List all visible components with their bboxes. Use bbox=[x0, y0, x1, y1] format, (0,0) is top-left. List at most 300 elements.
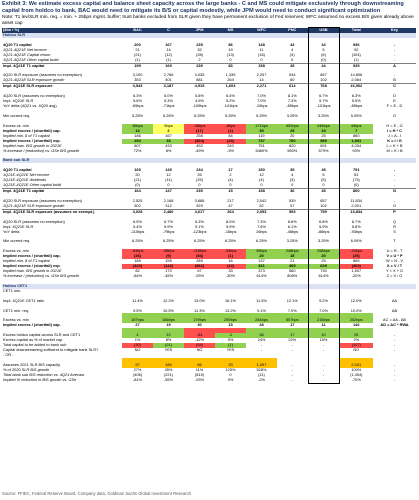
value-cell: -70% bbox=[351, 377, 361, 382]
value-cell: 5.6% bbox=[133, 99, 142, 104]
row-label: 4Q20 T1 capital bbox=[3, 42, 32, 47]
value-cell: 6.25% bbox=[193, 239, 206, 244]
value-cell: (221) bbox=[163, 372, 174, 377]
row-label: Excess vs. min bbox=[3, 123, 29, 128]
value-cell: 12.2% bbox=[162, 298, 175, 303]
value-cell: MS bbox=[215, 28, 246, 33]
value-cell: 6.3% bbox=[195, 219, 204, 224]
row-label: Implied % reduction in B/S growth vs. GSe bbox=[3, 377, 77, 382]
row-label: Excess holdco capital across SLR and CET1 bbox=[3, 333, 81, 338]
capital-table bbox=[2, 27, 416, 384]
value-cell: 9.1% bbox=[257, 308, 266, 313]
key-cell: V = U * P bbox=[386, 254, 403, 259]
value-cell: (16) bbox=[258, 52, 265, 57]
value-cell: (54) bbox=[184, 343, 215, 348]
key-cell: L = K + B bbox=[386, 143, 403, 148]
row-label: 4Q20 SLR exposure (assumes no exemption) bbox=[3, 73, 82, 78]
value-cell: - bbox=[291, 348, 293, 353]
key-cell: - bbox=[393, 52, 396, 57]
value-cell: 186 bbox=[134, 133, 141, 138]
key-cell: - bbox=[393, 362, 396, 367]
value-cell: -141bps bbox=[223, 104, 238, 109]
value-cell: 12 bbox=[166, 173, 171, 178]
value-cell: 66 bbox=[184, 363, 215, 368]
value-cell: 17 bbox=[228, 168, 233, 173]
value-cell: 10.5% bbox=[162, 308, 175, 313]
value-cell: 21 bbox=[135, 47, 140, 52]
value-cell: 614% bbox=[256, 273, 267, 278]
value-cell: 1,097 bbox=[246, 363, 277, 368]
value-cell: 19 bbox=[166, 323, 171, 328]
value-cell: 166bps bbox=[153, 318, 184, 323]
row-label: 1Q21E-4Q21E dividends bbox=[3, 178, 47, 183]
value-cell: 12.1% bbox=[286, 298, 298, 303]
value-cell: 202bps bbox=[339, 318, 373, 323]
value-cell: 33 bbox=[153, 139, 184, 144]
value-cell: - bbox=[308, 378, 339, 383]
value-cell: 16 bbox=[228, 259, 233, 264]
value-cell: 14 bbox=[259, 78, 264, 83]
value-cell: 170 bbox=[165, 269, 172, 274]
value-cell: 11,834 bbox=[350, 198, 363, 203]
row-label: Bank sub SLR bbox=[2, 158, 122, 163]
value-cell: -86bps bbox=[308, 230, 339, 235]
value-cell: 119 bbox=[258, 133, 265, 138]
value-cell: 0 bbox=[291, 57, 294, 62]
value-cell: 146 bbox=[353, 323, 360, 328]
row-label: 1Q21-4Q21E Capital return bbox=[3, 52, 51, 57]
value-cell: (1) bbox=[135, 57, 140, 62]
value-cell: 3,028 bbox=[122, 209, 153, 214]
value-cell: 791 bbox=[353, 168, 360, 173]
row-label: 1Q21E-4Q21E Net income bbox=[3, 173, 50, 178]
key-cell: R bbox=[393, 224, 396, 229]
value-cell: 25 bbox=[308, 134, 339, 139]
value-cell: 35 bbox=[290, 168, 295, 173]
key-cell: - bbox=[393, 198, 396, 203]
value-cell: 5.1% bbox=[195, 224, 204, 229]
value-cell: YES bbox=[226, 348, 235, 353]
value-cell: 180 bbox=[153, 363, 184, 368]
value-cell: 5.7% bbox=[308, 99, 339, 104]
value-cell: 433 bbox=[165, 143, 172, 148]
value-cell: 264 bbox=[215, 209, 246, 214]
value-cell: 7.3% bbox=[257, 219, 266, 224]
value-cell: 137 bbox=[258, 259, 265, 264]
value-cell: 4,034 bbox=[351, 143, 362, 148]
value-cell: -81% bbox=[132, 377, 143, 382]
value-cell: (420) bbox=[122, 264, 153, 269]
key-cell: F = E - D bbox=[386, 104, 403, 109]
row-label: Total bank sub B/S reduction vs. 4Q21 forecast bbox=[3, 372, 85, 377]
value-cell: 189 bbox=[134, 259, 141, 264]
source-note: Source: FFIEC, Federal Reserve Board, Company data, Goldman Sachs Global Investment Research bbox=[2, 491, 191, 496]
value-cell: (17) bbox=[184, 129, 215, 134]
value-cell: 3.25% bbox=[308, 239, 339, 244]
value-cell: 10.0% bbox=[350, 308, 362, 313]
row-label: % increase / (reduction) vs. GSe B/S growth bbox=[3, 148, 80, 153]
value-cell: 507bps bbox=[277, 318, 308, 323]
value-cell: 8% bbox=[165, 338, 172, 343]
value-cell: 6.25% bbox=[162, 239, 175, 244]
value-cell: 7.6% bbox=[257, 224, 266, 229]
row-label: Holdco SLR bbox=[2, 33, 122, 38]
value-cell: (3) bbox=[289, 178, 295, 183]
key-cell: - bbox=[393, 73, 396, 78]
value-cell: WFC bbox=[246, 28, 277, 33]
row-label: Implied excess / (shortfall) cap. bbox=[3, 323, 61, 328]
value-cell: 4.9% bbox=[195, 99, 204, 104]
table-body bbox=[2, 28, 416, 384]
value-cell: 730 bbox=[308, 269, 339, 274]
value-cell: 13 bbox=[122, 129, 153, 134]
value-cell: 17 bbox=[290, 323, 295, 328]
key-cell: - bbox=[393, 377, 396, 382]
value-cell: 11% bbox=[195, 367, 204, 372]
value-cell: 52 bbox=[259, 203, 264, 208]
value-cell: NO bbox=[196, 348, 203, 353]
value-cell: 691 bbox=[308, 144, 339, 149]
row-label: CET1 min. req. bbox=[3, 308, 30, 313]
value-cell: 0 bbox=[229, 183, 232, 188]
value-cell: 13.0% bbox=[193, 298, 206, 303]
value-cell: 865 bbox=[353, 259, 360, 264]
value-cell: 84 bbox=[228, 133, 233, 138]
value-cell: 217 bbox=[227, 198, 234, 203]
key-cell: O bbox=[392, 203, 397, 208]
value-cell: -8bps bbox=[215, 124, 246, 129]
value-cell: PNC bbox=[277, 28, 308, 33]
value-cell: 9.5% bbox=[133, 308, 142, 313]
row-label: Implied max. B/S growth in 2021E bbox=[3, 269, 62, 274]
value-cell: 2,093 bbox=[246, 209, 277, 214]
row-label: Holdco CET1 bbox=[2, 284, 122, 289]
value-cell: (1) bbox=[166, 57, 171, 62]
row-label: Implied excess / (shortfall) cap. bbox=[3, 128, 61, 133]
row-label: Min current req. bbox=[3, 113, 31, 118]
value-cell: (815) bbox=[194, 372, 205, 377]
value-cell: 150 bbox=[258, 168, 265, 173]
value-cell: 768 bbox=[308, 84, 339, 89]
value-cell: 81 bbox=[354, 173, 359, 178]
value-cell: 167 bbox=[165, 133, 172, 138]
value-cell: 44bps bbox=[339, 124, 373, 129]
value-cell: (11) bbox=[258, 372, 265, 377]
value-cell: 2,257 bbox=[256, 73, 267, 78]
value-cell: 254 bbox=[122, 139, 153, 144]
value-cell: 5 bbox=[308, 48, 339, 53]
table-row bbox=[2, 378, 416, 383]
value-cell: 22% bbox=[288, 338, 297, 343]
value-cell: 5.25% bbox=[131, 113, 144, 118]
value-cell: 353 bbox=[134, 78, 141, 83]
value-cell: 45% bbox=[164, 367, 173, 372]
row-label: 1Q21-4Q21E SLR exposure growth bbox=[3, 203, 65, 208]
value-cell: (406) bbox=[132, 372, 143, 377]
value-cell: -12% bbox=[194, 338, 205, 343]
value-cell: (25) bbox=[339, 254, 373, 259]
value-cell: JPM bbox=[184, 28, 215, 33]
value-cell: 0 bbox=[291, 183, 294, 188]
value-cell: - bbox=[291, 372, 293, 377]
value-cell: 5.9% bbox=[308, 225, 339, 230]
value-cell: 11.3% bbox=[194, 308, 205, 313]
value-cell: 11.4% bbox=[132, 298, 143, 303]
value-cell: 401 bbox=[165, 78, 172, 83]
value-cell: 2,042 bbox=[256, 198, 267, 203]
value-cell: (1) bbox=[353, 57, 359, 62]
value-cell: 737 bbox=[246, 139, 277, 144]
value-cell: 6.3% bbox=[133, 94, 142, 99]
key-cell: W = N - V bbox=[386, 259, 403, 264]
value-cell: (28) bbox=[196, 52, 203, 57]
value-cell: 2 bbox=[198, 57, 201, 62]
value-cell: - bbox=[291, 343, 293, 348]
value-cell: 25 bbox=[308, 259, 339, 264]
value-cell: 760 bbox=[277, 139, 308, 144]
value-cell: 158 bbox=[246, 63, 277, 68]
value-cell: 258bps bbox=[308, 249, 339, 254]
value-cell: 2,168 bbox=[163, 198, 174, 203]
row-label: Implied excess / (shortfall) exp. bbox=[3, 138, 61, 143]
value-cell: 2,271 bbox=[246, 84, 277, 89]
value-cell: 3.25% bbox=[286, 113, 298, 118]
value-cell: (54) bbox=[184, 254, 215, 259]
value-cell: -69bps bbox=[131, 104, 144, 109]
value-cell: 614% bbox=[308, 274, 339, 279]
value-cell: 0 bbox=[167, 183, 170, 188]
row-label: Impl. 4Q21E SLR exposure (assumes no exempt.) bbox=[2, 209, 122, 214]
row-label: 1Q21-4Q21E SLR exposure growth bbox=[3, 78, 65, 83]
row-label: 1Q21-4Q21E Other capital build bbox=[3, 57, 59, 62]
value-cell: 5.9% bbox=[164, 224, 173, 229]
row-label: Excess vs. min bbox=[3, 249, 29, 254]
value-cell: 12.0% bbox=[350, 298, 362, 303]
value-cell: (324) bbox=[184, 139, 215, 144]
key-cell: Q bbox=[392, 219, 397, 224]
value-cell: (4) bbox=[289, 52, 295, 57]
value-cell: -71bps bbox=[162, 104, 175, 109]
value-cell: 860 bbox=[353, 133, 360, 138]
value-cell: 158 bbox=[246, 189, 277, 194]
value-cell: 5.09% bbox=[350, 113, 362, 118]
value-cell: 0 bbox=[229, 57, 232, 62]
value-cell: 0 bbox=[308, 183, 339, 188]
value-cell: 239 bbox=[184, 63, 215, 68]
value-cell: 67 bbox=[197, 269, 202, 274]
value-cell: 3,187 bbox=[153, 84, 184, 89]
value-cell: 11 bbox=[308, 323, 339, 328]
value-cell: 4,035 bbox=[194, 73, 205, 78]
value-cell: -33bps bbox=[215, 249, 246, 254]
value-cell: 6.1% bbox=[287, 224, 297, 229]
value-cell: (21) bbox=[153, 343, 184, 348]
value-cell: 248bps bbox=[277, 249, 308, 254]
value-cell: 9.2% bbox=[308, 299, 339, 304]
value-cell: -1 bbox=[215, 333, 246, 338]
value-cell: 145 bbox=[165, 168, 172, 173]
value-cell: 82 bbox=[135, 269, 140, 274]
value-cell: 179bps bbox=[184, 318, 215, 323]
value-cell: 8.1% bbox=[287, 94, 297, 99]
key-cell: - bbox=[393, 343, 396, 348]
value-cell: 14 bbox=[166, 47, 171, 52]
value-cell: 0 bbox=[260, 57, 263, 62]
value-cell: 21 bbox=[290, 259, 295, 264]
exhibit-title: Exhibit 3: We estimate excess capital and balance sheet capacity across the large banks - C and MS could mitigate exclusively through downstreaming capital from holdco to bank, BAC would need to mitigate its B/S or capital modestly, while JPM would need to conduct significant optimization bbox=[2, 1, 404, 14]
value-cell: -9% bbox=[227, 148, 234, 153]
value-cell: 759 bbox=[308, 209, 339, 214]
value-cell: 6.7% bbox=[308, 94, 339, 99]
value-cell: NO bbox=[134, 348, 141, 353]
value-cell: -45% bbox=[163, 273, 174, 278]
value-cell: -84bps bbox=[122, 249, 153, 254]
value-cell: BAC bbox=[122, 28, 153, 33]
row-label: ($bn / %) bbox=[2, 28, 122, 33]
value-cell: 5.8% bbox=[351, 224, 361, 229]
value-cell: 1,603 bbox=[215, 84, 246, 89]
value-cell: 4,617 bbox=[184, 209, 215, 214]
value-cell: 83 bbox=[215, 63, 246, 68]
value-cell: -35bps bbox=[153, 249, 184, 254]
value-cell: Total bbox=[339, 28, 373, 33]
value-cell: 465 bbox=[277, 264, 308, 269]
value-cell: 33 bbox=[215, 363, 246, 368]
value-cell: 44 bbox=[308, 43, 339, 48]
value-cell: -24bps bbox=[339, 249, 373, 254]
value-cell: 16.1% bbox=[224, 298, 237, 303]
value-cell: 6.5% bbox=[133, 219, 142, 224]
value-cell: (13) bbox=[227, 52, 234, 57]
value-cell: 607 bbox=[134, 143, 141, 148]
row-label: - OR - bbox=[3, 352, 14, 357]
value-cell: 39 bbox=[246, 129, 277, 134]
value-cell: 5.25% bbox=[162, 113, 175, 118]
value-cell: -93% bbox=[194, 377, 205, 382]
value-cell: (1) bbox=[215, 129, 246, 134]
value-cell: -36bps bbox=[184, 124, 215, 129]
value-cell: 0 bbox=[260, 183, 263, 188]
row-label: 4Q20 SLR (assumes no exemption) bbox=[3, 94, 65, 99]
value-cell: 240 bbox=[227, 143, 234, 148]
key-cell: D bbox=[393, 94, 396, 99]
value-cell: 33 bbox=[228, 269, 233, 274]
value-cell: 579% bbox=[308, 149, 339, 154]
value-cell: 667 bbox=[308, 73, 339, 78]
value-cell: (21) bbox=[134, 52, 141, 57]
value-cell: 289 bbox=[196, 259, 203, 264]
value-cell: -10bps bbox=[255, 104, 268, 109]
row-label: % of 2020 SLR B/S growth bbox=[3, 367, 50, 372]
row-label: Capital downstreaming sufficient to mitigate bank SLR? bbox=[3, 348, 99, 353]
row-label: Excess vs. min bbox=[3, 318, 29, 323]
row-label: Impl. 4Q21E SLR bbox=[3, 224, 34, 229]
value-cell: 216bps bbox=[308, 318, 339, 323]
value-cell: 534 bbox=[289, 73, 296, 78]
value-cell: 12 bbox=[259, 173, 264, 178]
value-cell: - bbox=[291, 367, 293, 372]
value-cell: 7.0% bbox=[257, 99, 266, 104]
value-cell: 5bps bbox=[153, 124, 184, 129]
value-cell: 10 bbox=[308, 333, 339, 338]
value-cell: 27 bbox=[135, 323, 140, 328]
value-cell: - bbox=[308, 368, 339, 373]
value-cell: (9) bbox=[153, 254, 184, 259]
value-cell: 5 bbox=[308, 173, 339, 178]
value-cell: 95bps bbox=[246, 249, 277, 254]
value-cell: 808% bbox=[287, 273, 298, 278]
row-label: Impl. 4Q21E CET1 ratio bbox=[3, 298, 45, 303]
row-label: 1Q21E-4Q21E Other capital build bbox=[3, 183, 61, 188]
value-cell: 169 bbox=[153, 63, 184, 68]
value-cell: 14,806 bbox=[350, 73, 363, 78]
value-cell: 11.5% bbox=[256, 298, 267, 303]
value-cell: 1,339 bbox=[225, 73, 236, 78]
value-cell: (73) bbox=[352, 178, 360, 183]
value-cell: 15% bbox=[308, 338, 339, 343]
value-cell: 3,688 bbox=[194, 198, 205, 203]
value-cell: 2 bbox=[153, 129, 184, 134]
value-cell: 5.9% bbox=[226, 224, 235, 229]
value-cell: - bbox=[308, 363, 339, 368]
key-cell: X = V / T bbox=[386, 264, 403, 269]
key-cell: U = R - T bbox=[386, 249, 403, 254]
key-cell: - bbox=[393, 42, 396, 47]
value-cell: 44 bbox=[308, 63, 339, 68]
key-cell: - bbox=[393, 372, 396, 377]
value-cell: 936 bbox=[353, 42, 360, 47]
value-cell: 6.4% bbox=[226, 94, 235, 99]
value-cell: 235 bbox=[184, 189, 215, 194]
value-cell: -116bps bbox=[184, 249, 215, 254]
value-cell: -48bps bbox=[286, 229, 299, 234]
value-cell: 6.7% bbox=[164, 219, 173, 224]
key-cell: B bbox=[393, 78, 396, 83]
key-cell: - bbox=[393, 338, 396, 343]
value-cell: 5.5% bbox=[351, 99, 361, 104]
key-cell: Key bbox=[373, 28, 416, 33]
value-cell: 321 bbox=[246, 264, 277, 269]
key-cell: S bbox=[393, 229, 396, 234]
value-cell: (4) bbox=[228, 178, 233, 183]
value-cell: 2,480 bbox=[153, 209, 184, 214]
value-cell: (1) bbox=[215, 254, 246, 259]
value-cell: - bbox=[308, 343, 339, 348]
value-cell: (142) bbox=[153, 264, 184, 269]
value-cell: 4 bbox=[122, 333, 153, 338]
value-cell: 102 bbox=[308, 78, 339, 83]
key-cell: M = K / B bbox=[386, 148, 403, 153]
value-cell: 167 bbox=[165, 42, 172, 47]
value-cell: 950% bbox=[287, 148, 298, 153]
value-cell: 452 bbox=[196, 143, 203, 148]
value-cell: (1) bbox=[215, 343, 246, 348]
value-cell: - bbox=[291, 377, 293, 382]
value-cell: 19 bbox=[308, 129, 339, 134]
value-cell: 199 bbox=[122, 63, 153, 68]
value-cell: 26bps bbox=[256, 229, 267, 234]
value-cell: 0 bbox=[198, 183, 201, 188]
value-cell: 20 bbox=[290, 133, 295, 138]
value-cell: 6.25% bbox=[224, 239, 237, 244]
row-label: Implied excess / (shortfall) cap. bbox=[3, 254, 61, 259]
value-cell: 3,543 bbox=[122, 84, 153, 89]
value-cell: 102 bbox=[308, 204, 339, 209]
value-cell: 36 bbox=[277, 189, 308, 194]
value-cell: 2,525 bbox=[132, 198, 143, 203]
value-cell: 36 bbox=[246, 333, 277, 338]
value-cell: 6.3% bbox=[351, 94, 361, 99]
